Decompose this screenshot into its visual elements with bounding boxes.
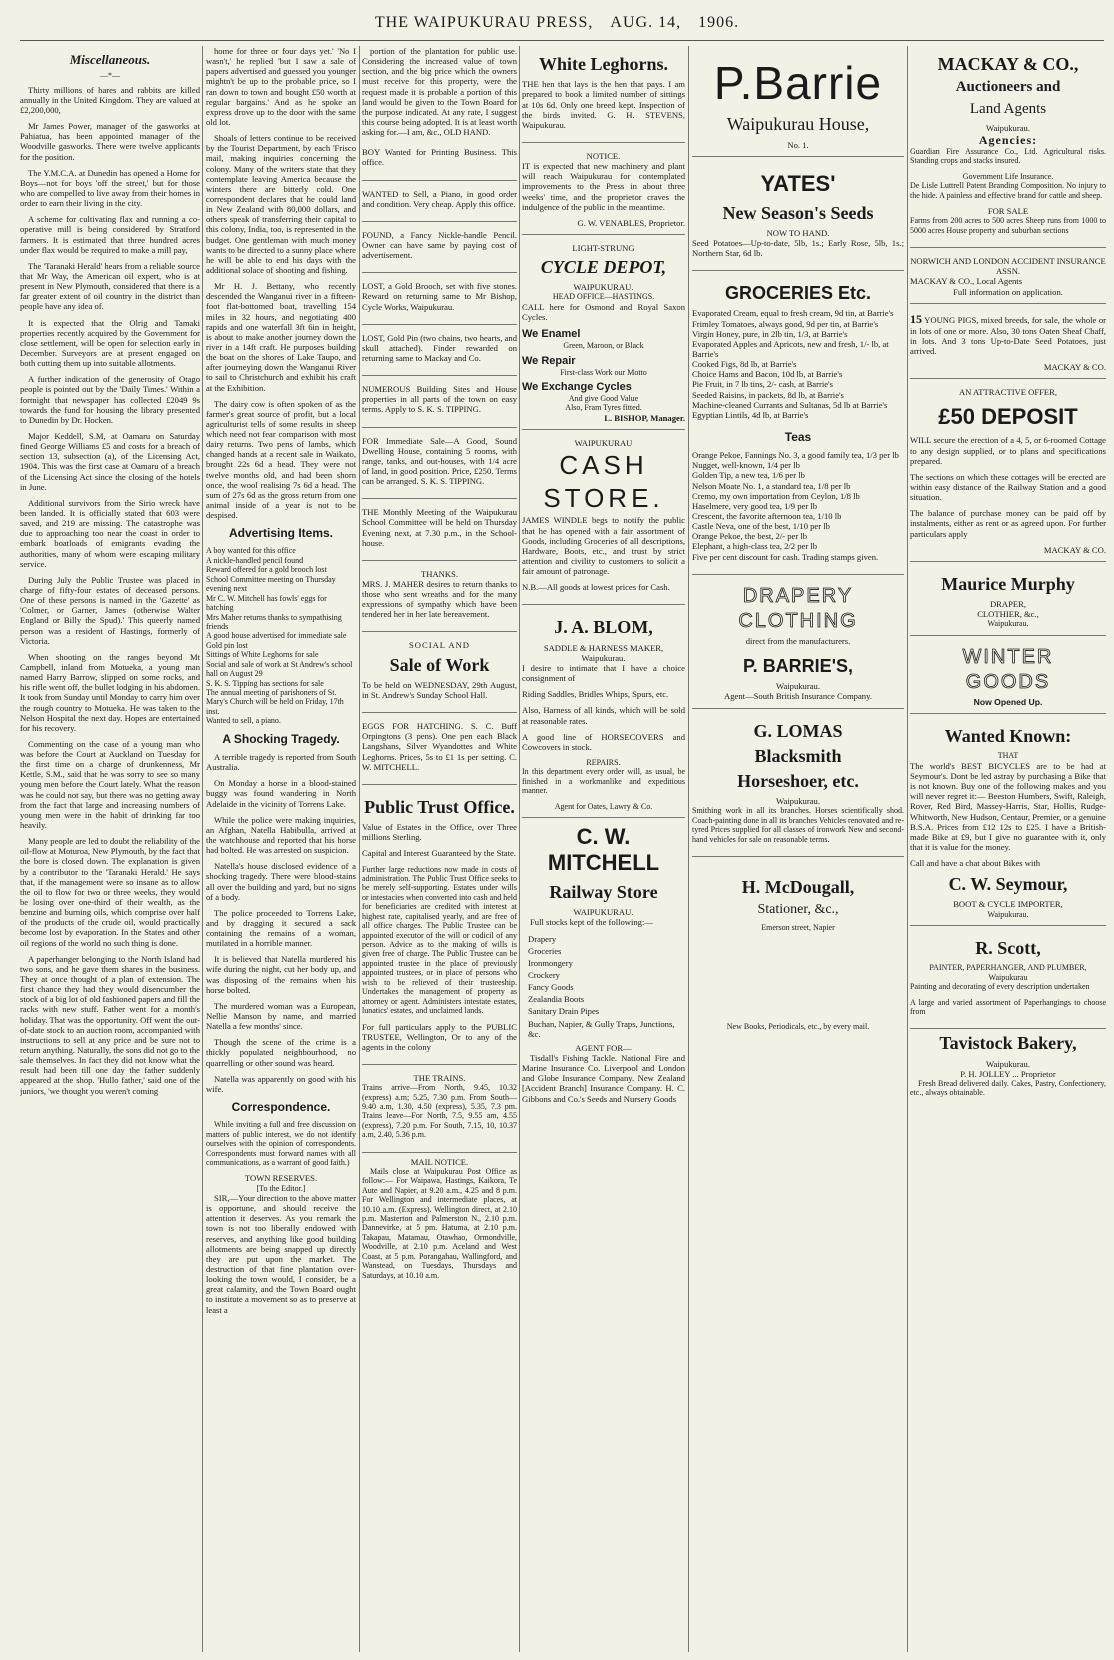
adv-item: The annual meeting of parishoners of St. Mary's Church will be held on Friday, 17th inst. [206,688,344,716]
scott-text: Painting and decorating of every description undertaken [910,982,1090,992]
agencies-title: Agencies: [978,132,1038,147]
drapery-sub: direct from the manufacturers. [745,635,851,646]
news-item: The Y.M.C.A. at Dunedin has opened a Home for Boys—not for boys 'off the street,' but for those who are compelled to live away from their homes in order to earn their living in the city. [20,167,200,209]
deposit-ad [910,383,1106,562]
teas-title: Teas [784,430,812,445]
barrie-logo: P.Barrie [713,57,883,109]
notice-sign: G. W. VENABLES, Proprietor. [577,217,685,228]
adv-item: Reward offered for a gold brooch lost [206,565,327,575]
section-title: Miscellaneous. [69,52,151,67]
mackay-place: Waipukurau. [986,122,1030,133]
news-item: home for three or four days yet.' 'No I wasn't,' he replied 'but I saw a sale of papers advertised and guessed you younger mightn't be up to the probable price, so I ran down to town and bought £50 worth at regular bargains.' And as he spoke an express drove up to the door with the same old lot. [206,46,356,127]
cash-nb: N.B.—All goods at lowest prices for Cash. [522,582,670,593]
issue-date: AUG. 14, [610,14,682,31]
agencies-gov: Government Life Insurance. [962,171,1054,181]
mail-text: Mails close at Waipukurau Post Office as follow:— For Waipawa, Hastings, Kaikora, Te Aute and Napier, at 9.20 a.m., 4.25 and 8 p.m. For Wellington and intermediate places, at 10.10 a.m. (Express). Wellington direct, at 2.10 p.m. Masterton and Palmerston N., 2.10 p.m. Dannevirke, at 5 pm. Hatuma, at 2.10 p.m. Takapau, Matamau, Otawhao, Ormondville, Woodville, at 2.10 p.m. Aceland and West Coast, at 5 p.m. Porangahau, Wallingford, and Wanstead, on Tuesdays, Thursdays and Saturdays, at 10.10 a.m. [362,1166,517,1280]
trains-ad [362,1069,517,1153]
blom-repairs: REPAIRS. [586,757,621,767]
thanks-text: MRS. J. MAHER desires to return thanks to those who sent wreaths and for the many expressions of sympathy which have been tendered her in her late bereavement. [362,578,517,620]
forsale-text: Farms from 200 acres to 500 acres Sheep runs from 1000 to 5000 acres House property and suburban sections [910,216,1106,235]
agencies-brand: De Lisle Luttrell Patent Branding Composition. No injury to the hide. A painless and effective brand for cattle and sheep. [910,181,1106,200]
scott-title: R. Scott, [975,938,1041,959]
groceries-ad [692,275,904,574]
news-item: A further indication of the generosity of Otago people is pointed out by the 'Daily Times.' Within a fortnight that newspaper has collected £2049 9s towards the fund for housing the library presented to Dunedin by Dr. Hocken. [20,374,200,425]
notice-title: NOTICE. [586,150,621,161]
blom-text2: Also, Harness of all kinds, which will be sold at reasonable rates. [522,705,685,726]
list-item: Crockery [528,969,560,980]
agent-text: Tisdall's Fishing Tackle. National Fire and Marine Insurance Co. Liverpool and London and Globe Insurance Company. New Zealand [Accident Branch] Insurance Company. H. C. Gibbons and Co.'s Seeds and Nursery Goods [522,1052,685,1104]
scott-place: Waipukurau [988,972,1028,982]
mcdougall-title: H. McDougall, [741,877,855,898]
classified-ad [362,329,517,376]
mitchell-sub: Railway Store [549,882,658,903]
list-item: Sanitary Drain Pipes [528,1006,600,1017]
adv-item: Mrs Maher returns thanks to sympathising friends [206,612,342,631]
thanks-title: THANKS. [420,568,458,579]
seymour-sub: BOOT & CYCLE IMPORTER, [953,899,1063,910]
list-item: Nelson Moate No. 1, a standard tea, 1/8 per lb [692,480,851,491]
column-two [206,46,356,1652]
blom-agent: Agent for Oates, Lawry & Co. [554,801,653,811]
wanted-call: Call and have a chat about Bikes with [910,858,1041,869]
ad-text: WANTED to Sell, a Piano, in good order and condition. Very cheap. Apply this office. [362,188,517,209]
letter-continued: portion of the plantation for public use. Considering the increased value of town section, and the big price which the owners must receive for this property, were the request made it is probable a portion of this land would be given to the Town Board for the purpose indicated. At any rate, I suggest this course being adopted. It is at least worth asking for.—I am, &c., OLD HAND. [362,46,517,138]
news-item: Commenting on the case of a young man who was before the Court at Auckland on Tuesday for the first time on a charge of drunkenness, Mr Kettle, S.M., said that he was sorry to see so many young men before the Court lately. What the reason was he could not say, but there was no getting away from the fact that large and increasing numbers of young men were in the habit of drinking far too heavily. [20,738,200,831]
social-label: SOCIAL AND [408,640,470,651]
drapery-ad [692,579,904,709]
murphy-title: Maurice Murphy [941,573,1075,594]
lomas-sub2: Horseshoer, etc. [737,771,859,792]
issue-year: 1906. [698,14,740,31]
mitchell-place: WAIPUKURAU. [573,907,634,918]
column-divider [688,46,689,1652]
public-trust-sub: Value of Estates in the Office, over Three millions Sterling. [362,822,517,843]
correspondence-title: Correspondence. [231,1100,331,1115]
pigs-text: YOUNG PIGS, mixed breeds, for sale, the whole or in lots of one or more. Also, 30 tons Oaten Sheaf Chaff, in lots. And 3 tons Up-to-Date Seed Potatoes, just arrived. [910,314,1106,357]
list-item: Pie Fruit, in 7 lb tins, 2/- cash, at Barrie's [692,379,833,390]
column-divider [907,46,908,1652]
column-divider [519,46,520,1652]
tragedy-para: On Monday a horse in a blood-stained buggy was found wandering in North Adelaide in the vicinity of Torrens Lake. [206,778,356,809]
mitchell-list [522,934,685,1039]
teas-list [692,450,904,551]
deposit-sign: MACKAY & CO. [1043,544,1106,555]
norwich-agents: MACKAY & CO., Local Agents [910,276,1023,287]
ad-text: FOUND, a Fancy Nickle-handle Pencil. Owner can have same by paying cost of advertisement. [362,229,517,261]
cycle-repair: We Repair [522,354,576,367]
mackay-sub2: Land Agents [969,100,1047,117]
eggs-ad [362,717,517,785]
trains-title: THE TRAINS. [413,1072,466,1083]
news-item: Mr H. J. Bettany, who recently descended the Wanganui river in a fifteen-foot flat-bottomed boat, travelling 154 miles in 32 hours, and negotiating 400 rapids and one waterfall 3ft 6in in height, is about to make another journey down the river in a 14ft craft. He purposes building the boat on the shores of Lake Taupo, and after journeying down the Wanganui River to sail to Christchurch and exhibit his craft at the Exhibition. [206,281,356,393]
classified-ad [362,380,517,427]
cash-title-2: STORE. [543,482,664,513]
advertising-items-list [206,546,356,725]
deposit-text3: The balance of purchase money can be paid off by instalments, either as rent or as agreed upon. For further particulars apply [910,508,1106,539]
news-item: The 'Taranaki Herald' hears from a reliable source that Mr Way, the American oil expert, who is at present in New Plymouth, considered that there is a far greater extent of oil country in the district than people have any idea of. [20,260,200,312]
norwich-ad [910,252,1106,304]
public-trust-contact: For full particulars apply to the PUBLIC TRUSTEE, Wellington, Or to any of the agents in the colony [362,1021,517,1052]
list-item: Castle Neva, one of the best, 1/10 per lb [692,521,830,532]
blom-place: Waipukurau. [581,652,626,663]
adv-item: School Committee meeting on Thursday evening next [206,574,336,594]
classified-ad [362,503,517,561]
mcdougall-ad [692,877,904,1032]
reserves-letter: SIR,—Your direction to the above matter is opportune, and should receive the attention it deserves. As you remark the town is not too liberally endowed with reserves, and anything like good building allotments are being snapped up directly they are put upon the market. The destruction of that fine plantation over-looking the town would, I consider, be a great calamity, and the Town Board ought to institute a movement so as to preserve at least a [206,1192,356,1315]
tragedy-para: It is believed that Natella murdered his wife during the night, cut her body up, and was disposing of the remains when his horse bolted. [206,954,356,995]
groceries-title: GROCERIES Etc. [724,283,872,304]
list-item: Zealandia Boots [528,994,585,1005]
tavistock-prop: P. H. JOLLEY ... Proprietor [960,1068,1056,1079]
tragedy-para: A terrible tragedy is reported from South Australia. [206,751,356,773]
cycle-top: LIGHT-STRUNG [572,242,635,253]
barrie-ad [692,46,904,157]
pbarries-title: P. BARRIE'S, [743,656,853,677]
list-item: Machine-cleaned Currants and Sultanas, 5d lb at Barrie's [692,399,888,410]
winter-goods-ad [910,640,1106,714]
blom-sub: SADDLE & HARNESS MAKER, [543,642,664,653]
ad-text: NUMEROUS Building Sites and House properties in all parts of the town on easy terms. Apply to S. K. S. TIPPING. [362,384,517,415]
blom-items: Riding Saddles, Bridles Whips, Spurs, etc. [522,689,669,700]
list-item: Golden Tip, a new tea, 1/6 per lb [692,470,805,481]
list-item: Egyptian Lintils, 4d lb, at Barrie's [692,409,809,420]
cash-store-ad [522,434,685,605]
public-trust-capital: Capital and Interest Guaranteed by the State. [362,848,516,859]
list-item: Frimley Tomatoes, always good, 9d per tin, at Barrie's [692,318,879,329]
news-item: Additional survivors from the Sirio wreck have been landed. It is officially stated that 603 were saved, and 219 are missing. The catastrophe was due to approaching too near the coast in order to embark boatloads of emigrants evading the authorities, many of whom were escaping military service. [20,497,200,569]
scott-sub: PAINTER, PAPERHANGER, AND PLUMBER, [929,963,1087,973]
murphy-place: Waipukurau. [987,619,1029,629]
cash-text: JAMES WINDLE begs to notify the public that he has opened with a fair assortment of Goods, including Groceries of all descriptions, Hardware, Boots, etc., and trust by strict attention and civility to customers to solicit a fair amount of patronage. [522,515,685,577]
adv-item: A good house advertised for immediate sale [206,631,347,641]
agent-title: AGENT FOR— [575,1042,632,1053]
murphy-sub2: CLOTHIER, &c., [977,609,1039,620]
tragedy-para: Natella was apparently on good with his wife. [206,1073,356,1094]
cycle-enamel: We Enamel [522,328,581,341]
mackay-title: MACKAY & CO., [937,54,1079,74]
tavistock-ad [910,1033,1106,1097]
white-leghorns-ad [522,46,685,143]
tragedy-para: Though the scene of the crime is a thickly populated neighbourhood, no quarrelling or other sound was heard. [206,1037,356,1068]
classified-ad [362,432,517,500]
classified-ad [362,226,517,273]
adv-item: A nickle-handled pencil found [206,555,304,565]
barrie-house: Waipukurau House, [726,114,870,135]
sale-of-work-title: Sale of Work [389,654,490,675]
adv-item: Wanted to sell, a piano. [206,716,281,726]
mcdougall-text: New Books, Periodicals, etc., by every mail. [726,1022,870,1032]
eggs-text: EGGS FOR HATCHING. S. C. Buff Orpingtons (3 pens). One pen each Black Langshans, Silver Wyandottes and White Leghorns. Prices, 5s to £1 1s per setting. C. W. MITCHELL. [362,721,517,772]
list-item: Orange Pekoe, Fannings No. 3, a good family tea, 1/3 per lb [692,450,899,461]
cycle-exchange: We Exchange Cycles [522,380,632,393]
scott-ad [910,930,1106,1029]
cycle-enamel-sub: Green, Maroon, or Black [563,341,644,351]
scott-text2: A large and varied assortment of Paperhangings to choose from [910,997,1106,1017]
cash-title-1: CASH [559,450,648,481]
column-five [692,46,904,1652]
list-item: Haselmere, very good tea, 1/9 per lb [692,500,818,511]
adv-item: Social and sale of work at St Andrew's school hall on August 29 [206,659,353,679]
public-trust-text: Further large reductions now made in costs of administration. The Public Trust Office seeks to be merely self-supporting. Estates under wills or intestacies when converted into cash and held for beneficiaries are credited with interest at highest rate, capitalised yearly, and are free of all office charges. The Public Trustee can be appointed executor of the will or codicil of any person. Advice as to the making of wills is given free of charge. The Public Trustee can be appointed trustee in the place of previously appointed trustees, or in place of persons who wish to be relieved of their trusteeship. Undertakes the management of property as attorney or agent. Administers intestate estates, lunatics' estates, and unclaimed lands. [362,864,517,1016]
list-item: Choice Hams and Bacon, 10d lb, at Barrie's [692,369,843,380]
mitchell-ad [522,824,685,1104]
column-divider [202,46,203,1652]
list-item: Elephant, a high-class tea, 2/2 per lb [692,541,818,552]
tragedy-para: Natella's house disclosed evidence of a shocking tragedy. There were blood-stains all over the building and yard, but no signs of a body. [206,861,356,902]
correspondence-note: While inviting a full and free discussion on matters of public interest, we do not identify ourselves with the opinion of correspondents. Correspondents must forward names with all communications, as a warrant of good faith.) [206,1120,356,1167]
wanted-known-ad [910,718,1106,926]
ad-text: FOR Immediate Sale—A Good, Sound Dwelling House, containing 5 rooms, with range, tanks, and out-houses, with 1/4 acre of land, in good position. Price, £250. Terms can be arranged. S. K. S. TIPPING. [362,435,517,487]
classified-ad [362,185,517,222]
classified-ad [362,277,517,324]
column-divider [359,46,360,1652]
list-item: Cremo, my own importation from Ceylon, 1/8 lb [692,490,860,501]
list-item: Crescent, the favorite afternoon tea, 1/10 lb [692,511,842,522]
list-item: Groceries [528,945,562,956]
news-item: The dairy cow is often spoken of as the farmer's great source of profit, but a local agriculturist tells of some results in sheep which need not fear comparison with most dairy returns. Two pens of lambs, which changed hands at a recent sale in Waikato, brought 22s 6d a head. They were not twelve months old, and had been shorn once, the wool realising 7s 6d a head. The sum of 27s 6d as the gross return from one animal inside of a year is not to be despised. [206,398,356,521]
adv-item: A boy wanted for this office [206,546,296,556]
notice-ad [522,147,685,235]
seeds-text: Seed Potatoes—Up-to-date, 5lb, 1s.; Early Rose, 5lb, 1s.; Northern Star, 6d lb. [692,237,904,259]
ad-text: LOST, Gold Pin (two chains, two hearts, and skull attached). Finder rewarded on returning same to Mackay and Co. [362,332,517,363]
list-item: Evaporated Apples and Apricots, new and fresh, 1/- lb, at Barrie's [692,338,889,360]
adv-item: Sittings of White Leghorns for sale [206,650,319,660]
public-trust-title: Public Trust Office. [364,796,515,817]
pbarries-agent: Agent—South British Insurance Company. [724,691,872,702]
mitchell-title: C. W. MITCHELL [547,824,660,876]
news-item: Many people are led to doubt the reliability of the oil-flow at Moturoa, New Plymouth, by the fact that the bore is closed down. The explanation is given by a contributor to the 'Taranaki Herald.' He says that, if the management were so insane as to allow the oil to flow for two or three weeks, they would be losing over one-third of their wealth, as the benzine and burning oils, which comprise over half of the products of the crude oil, would practically become lost by evaporation. In the States and other oil regions of the world no such thing is done. [20,836,200,948]
cycle-office: HEAD OFFICE—HASTINGS. [552,292,655,302]
sale-of-work-ad [362,636,517,713]
news-item: Shoals of letters continue to be received by the Tourist Department, by each 'Frisco mail, making inquiries concerning the colony. Many of the writers state that they contemplate leaving America because the winters there are bitterly cold. One correspondent declares that he could land in New Zealand with 80,000 dollars, and others speak of transferring their capital to this colony, India, too, is represented in the budget. One gentleman with much money wants to be directed to a sunny place where he will be able to end his days with the additional solace of shooting and fishing. [206,133,356,275]
news-item: Mr James Power, manager of the gasworks at Pahiatua, has been appointed manager of the Woodville gasworks. There were twelve applicants for the position. [20,121,200,162]
lomas-sub: Blacksmith [754,745,842,766]
masthead-rule [20,40,1104,41]
seeds-title: New Season's Seeds [722,202,874,223]
blom-ad [522,609,685,818]
news-item: Thirty millions of hares and rabbits are killed annually in the United Kingdom. They are valued at £2,200,000, [20,84,200,116]
column-miscellaneous [20,46,200,1652]
white-leghorns-text: THE hen that lays is the hen that pays. I am prepared to book a limited number of sittings at 10s 6d. Only one breed kept. Inspection of the birds invited. G. H. STEVENS, Waipukurau. [522,79,685,130]
list-item: Fancy Goods [528,982,574,993]
murphy-ad [910,566,1106,636]
yates-ad [692,161,904,272]
sale-of-work-text: To be held on WEDNESDAY, 29th August, in St. Andrew's Sunday School Hall. [362,679,517,700]
list-item: Virgin Honey, pure, in 2lb tin, 1/3, at Barrie's [692,328,848,339]
column-four [522,46,685,1652]
column-six [910,46,1106,1652]
seymour-title: C. W. Seymour, [948,874,1068,895]
news-item: It is expected that the Olrig and Tamaki properties recently acquired by the Government for close settlement, will be open for selection early in December. Surveyors are at present engaged on both cutting them up into suitable allotments. [20,317,200,369]
ad-text: THE Monthly Meeting of the Waipukurau School Committee will be held on Thursday Evening next, at 7.30 p.m., in the School-house. [362,507,517,548]
norwich-title: NORWICH AND LONDON ACCIDENT INSURANCE ASSN. [910,256,1106,277]
wanted-text: The world's BEST BICYCLES are to be had at Seymour's. Dont be led astray by purchasing a Bike that is not known. Buy one of the following makes and you will never regret it:— Beeston Humbers, Swift, Raleigh, Rover, Red Bird, Massey-Harris, Star, Hollis, Rudge-Whitworth, New Hudson, Centaur, Premier, or a genuine B.S.A. Prices from £12 12s to £25. I have a British-made Bike at £9, but I give no guarantee with it, only that it is value for the money. [910,760,1106,852]
murphy-sub: DRAPER, [989,599,1027,610]
agencies-text: Guardian Fire Assurance Co., Ltd. Agricultural risks. Standing crops and stacks insured. [910,146,1106,166]
offer-title: AN ATTRACTIVE OFFER, [958,387,1058,398]
yates-title: YATES' [760,170,836,196]
tragedy-para: While the police were making inquiries, an Afghan, Natella Habibulla, arrived at the watchhouse and reported that his horse had bolted. He was arrested on suspicion. [206,814,356,856]
tragedy-title: A Shocking Tragedy. [222,731,340,746]
cycle-call: CALL here for Osmond and Royal Saxon Cycles. [522,301,685,323]
deposit-title: £50 DEPOSIT [938,403,1078,429]
column-three [362,46,517,1652]
mackay-sub: Auctioneers and [955,79,1061,96]
tragedy-para: The murdered woman was a European, Nellie Manson by name, and married Natella a few months' since. [206,1000,356,1032]
deposit-text2: The sections on which these cottages will be erected are within easy distance of the Railway Station and a good situation. [910,471,1106,503]
lomas-ad [692,713,904,858]
cycle-manager: L. BISHOP, Manager. [604,412,685,423]
lomas-title: G. LOMAS [753,720,843,741]
lomas-place: Waipukurau. [776,796,820,807]
norwich-info: Full information on application. [953,286,1063,297]
ad-text: LOST, a Gold Brooch, set with five stones. Reward on returning same to Mr Bishop, Cycle Works, Waipukurau. [362,281,517,312]
tragedy-para: The police proceeded to Torrens Lake, and by dragging it secured a sack containing the remains of a woman, mutilated in a horrible manner. [206,907,356,949]
tavistock-title: Tavistock Bakery, [939,1033,1077,1054]
mackay-ad [910,46,1106,248]
paper-name: THE WAIPUKURAU PRESS, [374,14,594,31]
cycle-title: CYCLE DEPOT, [540,257,667,278]
mail-title: MAIL NOTICE. [410,1156,469,1167]
tavistock-place: Waipukurau. [986,1058,1030,1069]
adv-item: S. K. S. Tipping has sections for sale [206,678,324,688]
pigs-ad [910,308,1106,380]
news-item: A scheme for cultivating flax and running a co-operative mill is being considered by Stratford farmers. It is estimated that three hundred acres under flax would be required to make a mill pay, [20,214,200,255]
reserves-title: TOWN RESERVES. [244,1173,318,1184]
news-item: When shooting on the ranges beyond Mt Campbell, inland from Motueka, a young man named Harry Barrow, slipped on some rocks, and his rifle went off, the bullet lodging in his abdomen. It took from Sunday until Monday to carry him over the rough country to Motueka. He was taken to the Nelson Hospital the next day. Hopes are entertained for his recovery. [20,651,200,733]
white-leghorns-title: White Leghorns. [538,54,668,74]
blom-repairs-text: In this department every order will, as usual, be finished in a workmanlike and expeditious manner. [522,767,685,796]
tavistock-text: Fresh Bread delivered daily. Cakes, Pastry, Confectionery, etc., always obtainable. [910,1079,1106,1098]
blom-text3: A good line of HORSECOVERS and Cowcovers in stock. [522,731,685,752]
winter-title: WINTER [962,645,1054,668]
pbarries-place: Waipukurau. [776,681,820,692]
mcdougall-sub: Stationer, &c., [757,902,839,918]
divider-ornament: —*— [100,71,120,81]
list-item: Orange Pekoe, the best, 2/- per lb [692,531,808,542]
public-trust-ad [362,789,517,1065]
clothing-title: CLOTHING [738,610,858,633]
news-item: A paperhanger belonging to the North Island had two sons, and he gave them shares in the business. They at once thought of a plan of extension. The first chance they had they would disencumber the stock of a big lot of old fashioned papers and fill the racks with new stuff. Father went for a month's holiday. That was the opportunity. Off went the out-of-date stock to an auction room, accompanied with instructions to sell at any price and be sure not to return anything. Naturally, the sons did not go to the sale themselves. In fact they did not know what the result had been till one day the father suddenly appeared at the shop. 'Hullo father,' said one of the juniors, 'we thought you weren't coming [20,953,200,1096]
adv-item: Gold pin lost [206,640,248,650]
adv-item: Mr C. W. Mitchell has fowls' eggs for hatching [206,593,327,613]
cycle-exchange-sub: And give Good Value [568,393,639,403]
wanted-title: Wanted Known: [944,726,1072,747]
list-item: Drapery [528,933,557,944]
news-item: Major Keddell, S.M, at Oamaru on Saturday fined George Williams £5 and costs for a breach of section 13, subsection (a), of the Licensing Act, 1904. This was the first case at Oamaru of a breach of the Licensing Act since the closing of the hotels in June. [20,430,200,492]
wanted-that: THAT [997,751,1019,761]
list-item: Buchan, Napier, & Gully Traps, Junctions, &c. [528,1018,675,1039]
drapery-title: DRAPERY [742,584,854,607]
lomas-text: Smithing work in all its branches. Horses scientifically shod. Coach-painting done in all its branches Vehicles renovated and re-tyred Prices supplied for all classes of ironwork New and second-hand vehicles for sale on reasonable terms. [692,806,904,844]
opened-text: Now Opened Up. [973,697,1043,708]
ad-text: BOY Wanted for Printing Business. This office. [362,147,517,168]
cash-top: WAIPUKURAU [574,437,633,448]
mail-notice [362,1157,517,1280]
notice-text: IT is expected that new machinery and plant will reach Waipukurau for contemplated improvements to the Press in about three weeks' time, and the proprietor craves the indulgence of the public in the meantime. [522,161,685,212]
goods-title: GOODS [965,671,1051,694]
blom-title: J. A. BLOM, [554,617,653,638]
cycle-repair-sub: First-class Work our Motto [560,367,647,377]
cycle-tyres: Also, Fram Tyres fitted. [565,403,642,413]
teas-note: Five per cent discount for cash. Trading stamps given. [692,551,879,562]
barrie-house-no: No. 1. [787,139,809,150]
reserves-to-editor: [To the Editor.] [256,1183,306,1193]
seeds-sub: NOW TO HAND. [766,227,830,238]
thanks-ad [362,565,517,633]
pigs-sign: MACKAY & CO. [1043,362,1106,373]
trains-text: Trains arrive—From North, 9.45, 10.32 (express) a.m; 5.25, 7.30 p.m. From South—9.40 a.m, 1.30, 4.50 (express), 5.35, 7.3 pm. Trains leave—For North, 7.5, 9.55 am, 4.55 (express), 7.20 p.m. For South, 7.15, 10, 10.37 a.m, 2.40, 5.36 p.m. [362,1083,517,1140]
deposit-text: WILL secure the erection of a 4, 5, or 6-roomed Cottage to any design supplied, or to plans and specifications prepared. [910,435,1106,466]
mcdougall-place: Emerson street, Napier [761,922,835,932]
list-item: Seeded Raisins, in packets, 8d lb, at Barrie's [692,389,844,400]
list-item: Nugget, well-known, 1/4 per lb [692,460,800,471]
classified-ad [362,143,517,180]
list-item: Evaporated Cream, equal to fresh cream, 9d tin, at Barrie's [692,308,894,319]
advertising-items-title: Advertising Items. [228,526,334,541]
groceries-list [692,308,904,420]
pigs-count: 15 [910,311,922,326]
blom-text: I desire to intimate that I have a choice consignment of [522,662,685,684]
list-item: Cooked Figs, 8d lb, at Barrie's [692,359,797,370]
seymour-place: Waipukurau. [987,909,1029,919]
cycle-place: WAIPUKURAU. [573,282,634,293]
mitchell-text: Full stocks kept of the following:— [530,917,653,928]
cycle-depot-ad [522,239,685,430]
news-item: During July the Public Trustee was placed in charge of fifty-four estates of deceased persons. One of these persons is named in the 'Gazette' as 'Colmer, or Garner, James (otherwise Walter England or Billy the Spud).' This queerly named person was a resident of Hastings, formerly of Victoria. [20,574,200,646]
forsale-title: FOR SALE [987,206,1029,217]
list-item: Ironmongery [528,957,573,968]
